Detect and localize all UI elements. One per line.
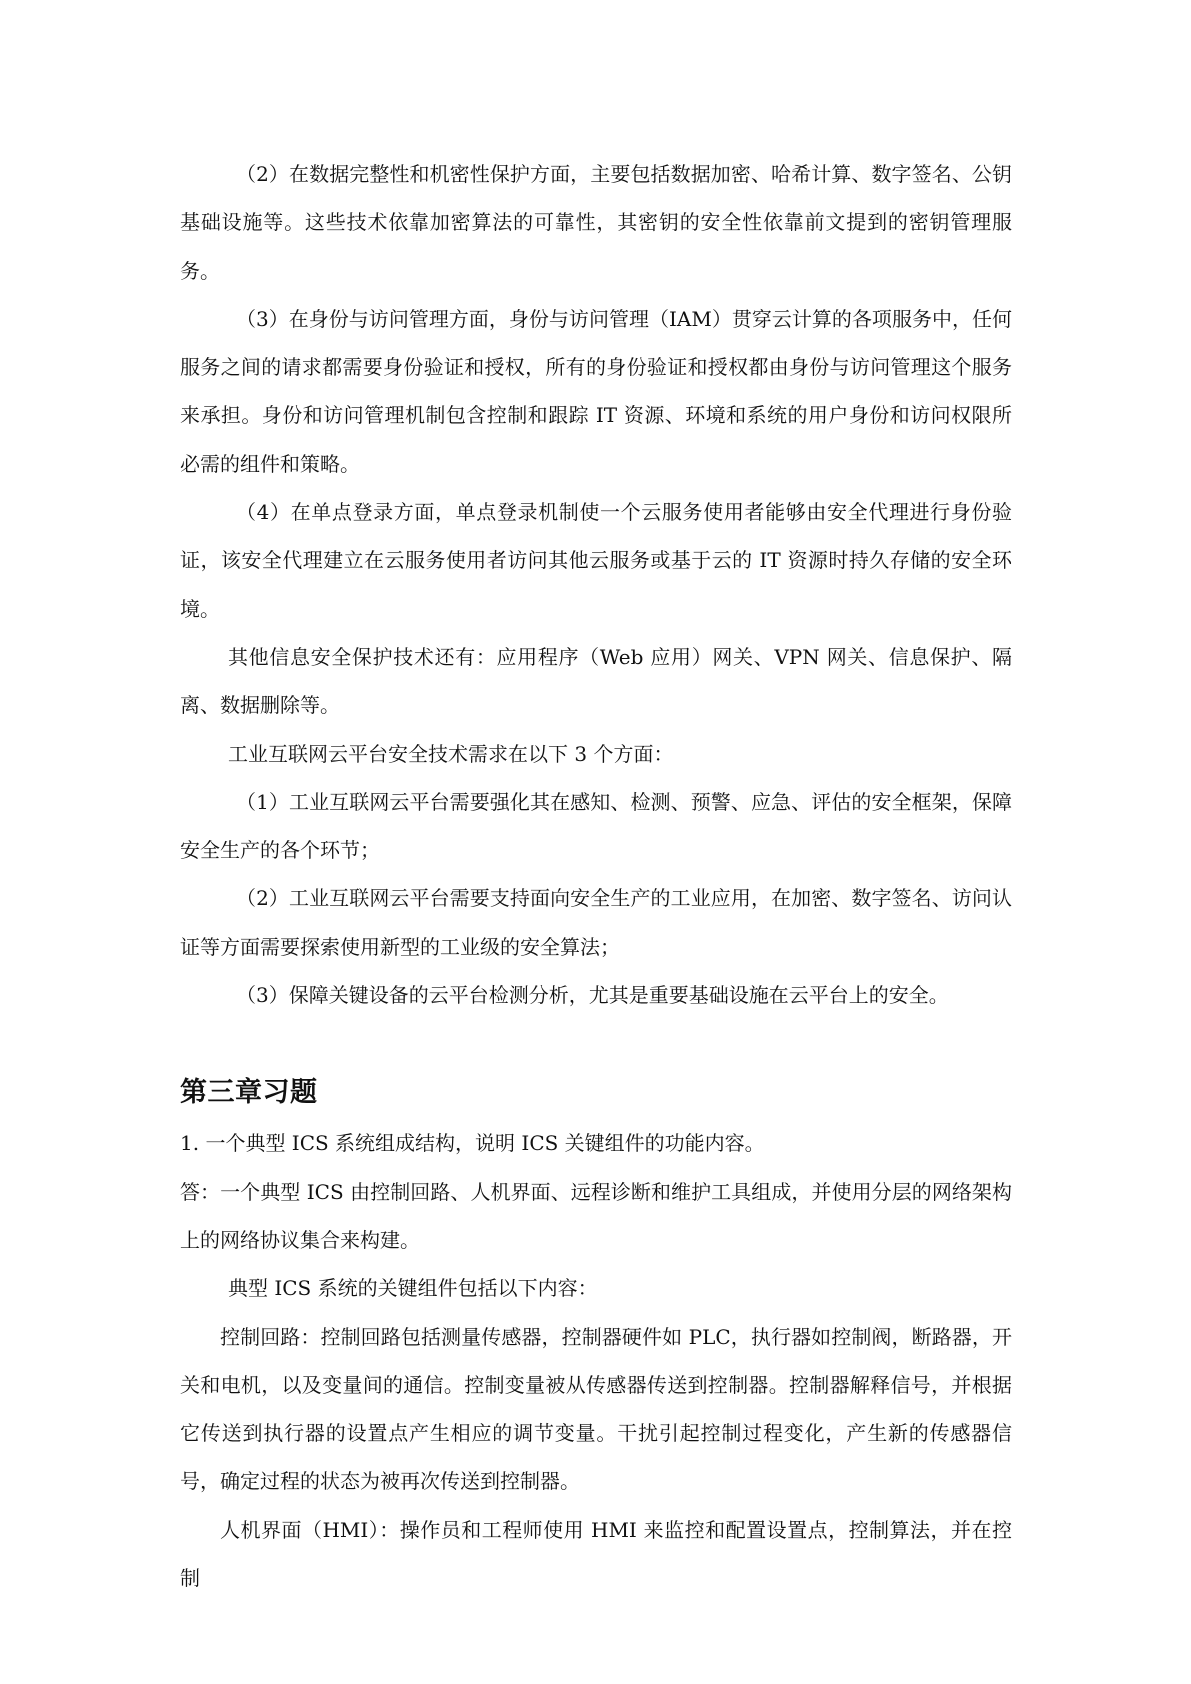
- paragraph-data-integrity: （2）在数据完整性和机密性保护方面，主要包括数据加密、哈希计算、数字签名、公钥基础设施等。这些技术依靠加密算法的可靠性，其密钥的安全性依靠前文提到的密钥管理服务。: [180, 162, 1012, 283]
- paragraph-requirements-intro: 工业互联网云平台安全技术需求在以下 3 个方面：: [228, 741, 674, 766]
- paragraph-iam: （3）在身份与访问管理方面，身份与访问管理（IAM）贯穿云计算的各项服务中，任何服务之间的请求都需要身份验证和授权，所有的身份验证和授权都由身份与访问管理这个服务来承担。身份和访问管理机制包含控制和跟踪 IT 资源、环境和系统的用户身份和访问权限所必需的组件和策略。: [180, 306, 1012, 476]
- answer-1: 答：一个典型 ICS 由控制回路、人机界面、远程诊断和维护工具组成，并使用分层的网络架构上的网络协议集合来构建。: [180, 1179, 1012, 1252]
- paragraph-requirement-2: （2）工业互联网云平台需要支持面向安全生产的工业应用，在加密、数字签名、访问认证等方面需要探索使用新型的工业级的安全算法；: [180, 886, 1012, 959]
- paragraph-key-components: 典型 ICS 系统的关键组件包括以下内容：: [228, 1276, 598, 1301]
- question-1: 1. 一个典型 ICS 系统组成结构，说明 ICS 关键组件的功能内容。: [180, 1131, 765, 1156]
- paragraph-other-tech: 其他信息安全保护技术还有：应用程序（Web 应用）网关、VPN 网关、信息保护、隔离、数据删除等。: [180, 644, 1012, 718]
- paragraph-requirement-3: （3）保障关键设备的云平台检测分析，尤其是重要基础设施在云平台上的安全。: [236, 983, 949, 1008]
- paragraph-requirement-1: （1）工业互联网云平台需要强化其在感知、检测、预警、应急、评估的安全框架，保障安全生产的各个环节；: [180, 789, 1012, 863]
- paragraph-sso: （4）在单点登录方面，单点登录机制使一个云服务使用者能够由安全代理进行身份验证，该安全代理建立在云服务使用者访问其他云服务或基于云的 IT 资源时持久存储的安全环境。: [180, 500, 1012, 621]
- paragraph-control-loop: 控制回路：控制回路包括测量传感器，控制器硬件如 PLC，执行器如控制阀，断路器，开关和电机，以及变量间的通信。控制变量被从传感器传送到控制器。控制器解释信号，并根据它传送到执行器的设置点产生相应的调节变量。干扰引起控制过程变化，产生新的传感器信号，确定过程的状态为被再次传送到控制器。: [180, 1324, 1012, 1494]
- document-body: [180, 150, 1012, 1602]
- paragraph-hmi: 人机界面（HMI）：操作员和工程师使用 HMI 来监控和配置设置点，控制算法，并在控制: [180, 1517, 1012, 1591]
- chapter-heading: 第三章习题: [180, 1077, 318, 1109]
